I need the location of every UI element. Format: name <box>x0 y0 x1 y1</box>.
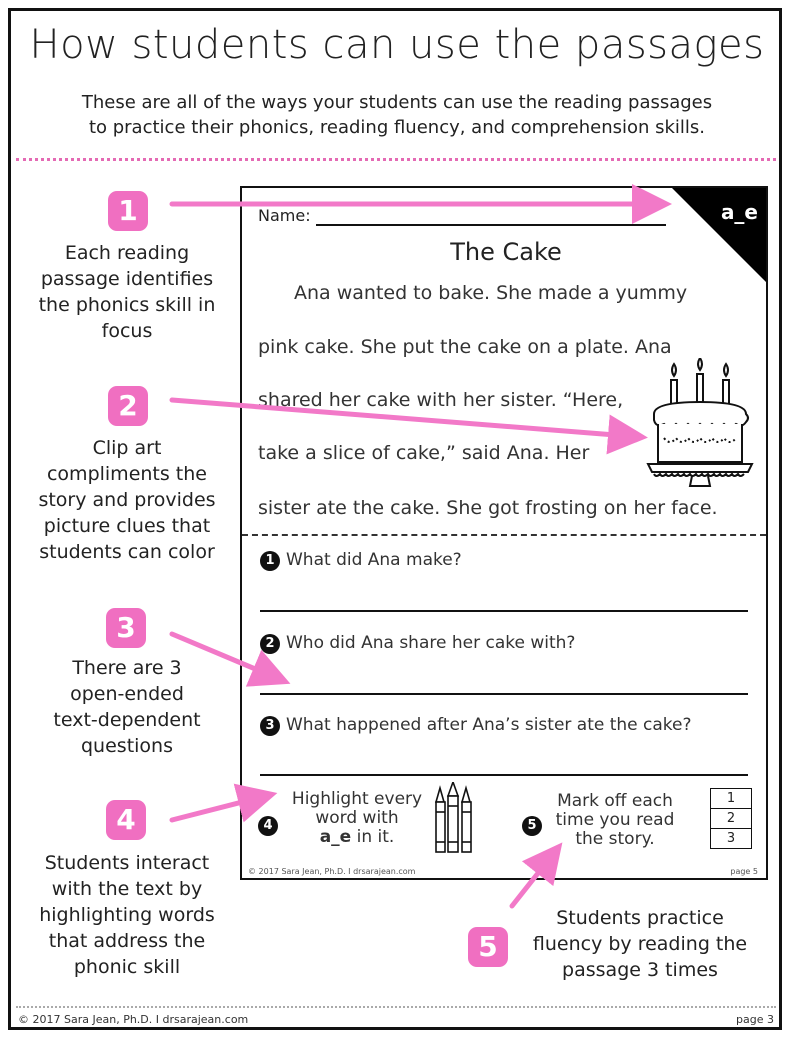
note-line: questions <box>81 735 173 757</box>
note-line: story and provides <box>38 489 216 511</box>
footer-credit: © 2017 Sara Jean, Ph.D. I drsarajean.com <box>18 1013 249 1026</box>
story-line: take a slice of cake,” said Ana. Her <box>258 442 590 464</box>
activity-suffix: in it. <box>351 827 395 847</box>
question-number: 3 <box>260 716 280 736</box>
activity-4-number: 4 <box>258 816 278 836</box>
subtitle-line-1: These are all of the ways your students can use the reading passages <box>81 92 713 113</box>
arrow-2 <box>172 400 628 436</box>
activity-line: word with <box>315 808 399 828</box>
activity-5-number: 5 <box>522 816 542 836</box>
note-line: highlighting words <box>39 904 215 926</box>
note-line: the phonics skill in <box>38 294 216 316</box>
step-3-badge: 3 <box>106 608 146 648</box>
arrow-5 <box>512 858 550 906</box>
question-text: What happened after Ana’s sister ate the cake? <box>286 715 692 735</box>
note-line: compliments the <box>46 463 207 485</box>
story-line: Ana wanted to bake. She made a yummy <box>294 282 688 304</box>
story-line: sister ate the cake. She got frosting on her face. <box>258 497 718 519</box>
note-line: picture clues that <box>43 515 211 537</box>
activity-line: Mark off each <box>557 791 673 811</box>
tally-cell[interactable]: 1 <box>711 789 751 809</box>
subtitle-line-2: to practice their phonics, reading fluency, and comprehension skills. <box>88 117 706 138</box>
step-5-badge: 5 <box>468 927 508 967</box>
activity-line: Highlight every <box>291 789 423 809</box>
note-line: Students practice <box>556 907 724 929</box>
note-line: focus <box>101 320 153 342</box>
question-text: What did Ana make? <box>286 550 462 570</box>
step-4-badge: 4 <box>106 800 146 840</box>
question-number: 1 <box>260 551 280 571</box>
step-1-badge: 1 <box>108 191 148 231</box>
question-number: 2 <box>260 634 280 654</box>
activity-line: the story. <box>575 829 655 849</box>
activity-skill: a_e <box>319 827 352 847</box>
tally-cell[interactable]: 2 <box>711 809 751 829</box>
activity-line: time you read <box>555 810 675 830</box>
note-line: fluency by reading the <box>532 933 748 955</box>
worksheet-footer-credit: © 2017 Sara Jean, Ph.D. I drsarajean.com <box>248 867 416 876</box>
note-line: passage 3 times <box>562 959 718 981</box>
note-line: There are 3 <box>72 657 182 679</box>
note-line: passage identifies <box>40 268 214 290</box>
story-title: The Cake <box>450 238 562 266</box>
footer-divider <box>16 1006 776 1008</box>
note-line: text-dependent <box>53 709 201 731</box>
story-line: shared her cake with her sister. “Here, <box>258 389 624 411</box>
story-line: pink cake. She put the cake on a plate. Ana <box>258 336 672 358</box>
page-title: How students can use the passages <box>29 22 765 68</box>
note-line: with the text by <box>51 878 203 900</box>
note-line: Clip art <box>92 437 162 459</box>
note-line: Students interact <box>44 852 210 874</box>
note-line: Each reading <box>64 242 190 264</box>
skill-tag: a_e <box>720 200 758 224</box>
arrow-3 <box>172 634 272 676</box>
note-line: open-ended <box>70 683 184 705</box>
tally-cell[interactable]: 3 <box>726 831 736 846</box>
worksheet-page-number: page 5 <box>730 867 758 876</box>
note-line: that address the <box>48 930 206 952</box>
step-2-badge: 2 <box>108 386 148 426</box>
note-line: phonic skill <box>73 956 181 978</box>
question-text: Who did Ana share her cake with? <box>286 633 576 653</box>
name-label: Name: <box>258 206 311 225</box>
note-line: students can color <box>39 541 215 563</box>
arrow-4 <box>172 798 258 820</box>
footer-page-number: page 3 <box>736 1013 774 1026</box>
